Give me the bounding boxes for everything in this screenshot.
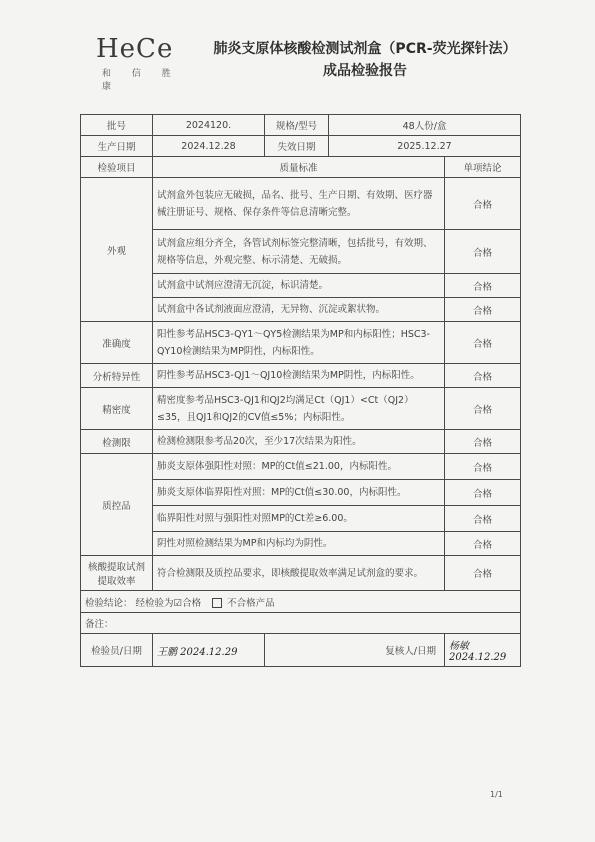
spec-value: 48人份/盒 [329,115,521,136]
exp-value: 2025.12.27 [329,136,521,157]
item-cell: 质控品 [81,454,153,556]
col-standard-header: 质量标准 [153,157,445,178]
result-cell: 合格 [445,322,521,364]
standard-cell: 阳性参考品HSC3-QY1～QY5检测结果为MP和内标阳性；HSC3-QY10检测结果为MP阴性，内标阳性。 [153,322,445,364]
report-title [200,38,530,82]
row-column-headers [81,157,521,178]
logo-subtitle: 和 信 胜 康 [102,69,180,92]
standard-cell: 肺炎支原体临界阳性对照：MP的Ct值≤30.00，内标阳性。 [153,480,445,506]
page-number: 1/1 [490,790,503,799]
standard-cell: 临界阳性对照与强阳性对照MP的Ct差≥6.00。 [153,506,445,532]
batch-label: 批号 [81,115,153,136]
item-cell: 分析特异性 [81,364,153,388]
conclusion-label: 检验结论： [85,597,133,609]
standard-cell: 检测检测限参考品20次，至少17次结果为阳性。 [153,430,445,454]
conclusion-text: 经检验为☑合格 [135,597,202,609]
mfg-value: 2024.12.28 [153,136,265,157]
unqualified-checkbox [212,598,222,608]
exp-label: 失效日期 [265,136,329,157]
standard-cell: 阴性参考品HSC3-QJ1～QJ10检测结果为MP阴性，内标阳性。 [153,364,445,388]
result-cell: 合格 [445,506,521,532]
table-row [81,556,521,591]
standard-cell: 试剂盒应组分齐全，各管试剂标签完整清晰，包括批号，有效期、规格等信息，外观完整、标示清楚、无破损。 [153,230,445,274]
item-cell: 精密度 [81,388,153,430]
standard-cell: 试剂盒中试剂应澄清无沉淀，标识清楚。 [153,274,445,298]
result-cell: 合格 [445,430,521,454]
result-cell: 合格 [445,178,521,230]
reviewer-label: 复核人/日期 [265,634,445,667]
spec-label: 规格/型号 [265,115,329,136]
col-result-header: 单项结论 [445,157,521,178]
standard-cell: 阴性对照检测结果为MP和内标均为阴性。 [153,532,445,556]
row-batch [81,115,521,136]
conclusion-cell [81,591,521,613]
title-line-1: 肺炎支原体核酸检测试剂盒（PCR-荧光探针法） [213,41,517,57]
standard-cell: 试剂盒中各试剂液面应澄清，无异物、沉淀或絮状物。 [153,298,445,322]
title-line-2: 成品检验报告 [323,63,407,79]
table-row [81,454,521,480]
table-row [81,388,521,430]
result-cell: 合格 [445,556,521,591]
standard-cell: 肺炎支原体强阳性对照：MP的Ct值≤21.00，内标阳性。 [153,454,445,480]
table-row [81,430,521,454]
standard-cell: 试剂盒外包装应无破损，品名、批号、生产日期、有效期、医疗器械注册证号、规格、保存条件等信息清晰完整。 [153,178,445,230]
table-row [81,364,521,388]
inspector-signature: 王鹏 2024.12.29 [153,634,265,667]
row-conclusion [81,591,521,613]
row-signoff [81,634,521,667]
item-cell: 检测限 [81,430,153,454]
mfg-label: 生产日期 [81,136,153,157]
company-logo [96,34,188,92]
result-cell: 合格 [445,298,521,322]
table-row [81,322,521,364]
item-cell: 外观 [81,178,153,322]
remarks-cell [81,613,521,634]
row-remarks [81,613,521,634]
result-cell: 合格 [445,388,521,430]
batch-value: 2024120. [153,115,265,136]
result-cell: 合格 [445,532,521,556]
table-row [81,178,521,230]
inspector-label: 检验员/日期 [81,634,153,667]
item-cell: 准确度 [81,322,153,364]
result-cell: 合格 [445,364,521,388]
row-dates [81,136,521,157]
result-cell: 合格 [445,230,521,274]
remarks-label: 备注： [85,619,114,630]
reviewer-signature: 杨敏 2024.12.29 [445,634,521,667]
inspection-table [80,114,521,667]
standard-cell: 符合检测限及质控品要求，即核酸提取效率满足试剂盒的要求。 [153,556,445,591]
item-cell: 核酸提取试剂提取效率 [81,556,153,591]
col-item-header: 检验项目 [81,157,153,178]
result-cell: 合格 [445,454,521,480]
logo-mark: HeCe [96,34,174,64]
standard-cell: 精密度参考品HSC3-QJ1和QJ2均满足Ct（QJ1）<Ct（QJ2）≤35，且QJ1和QJ2的CV值≤5%；内标阳性。 [153,388,445,430]
unqualified-label: 不合格产品 [227,597,275,609]
result-cell: 合格 [445,274,521,298]
result-cell: 合格 [445,480,521,506]
